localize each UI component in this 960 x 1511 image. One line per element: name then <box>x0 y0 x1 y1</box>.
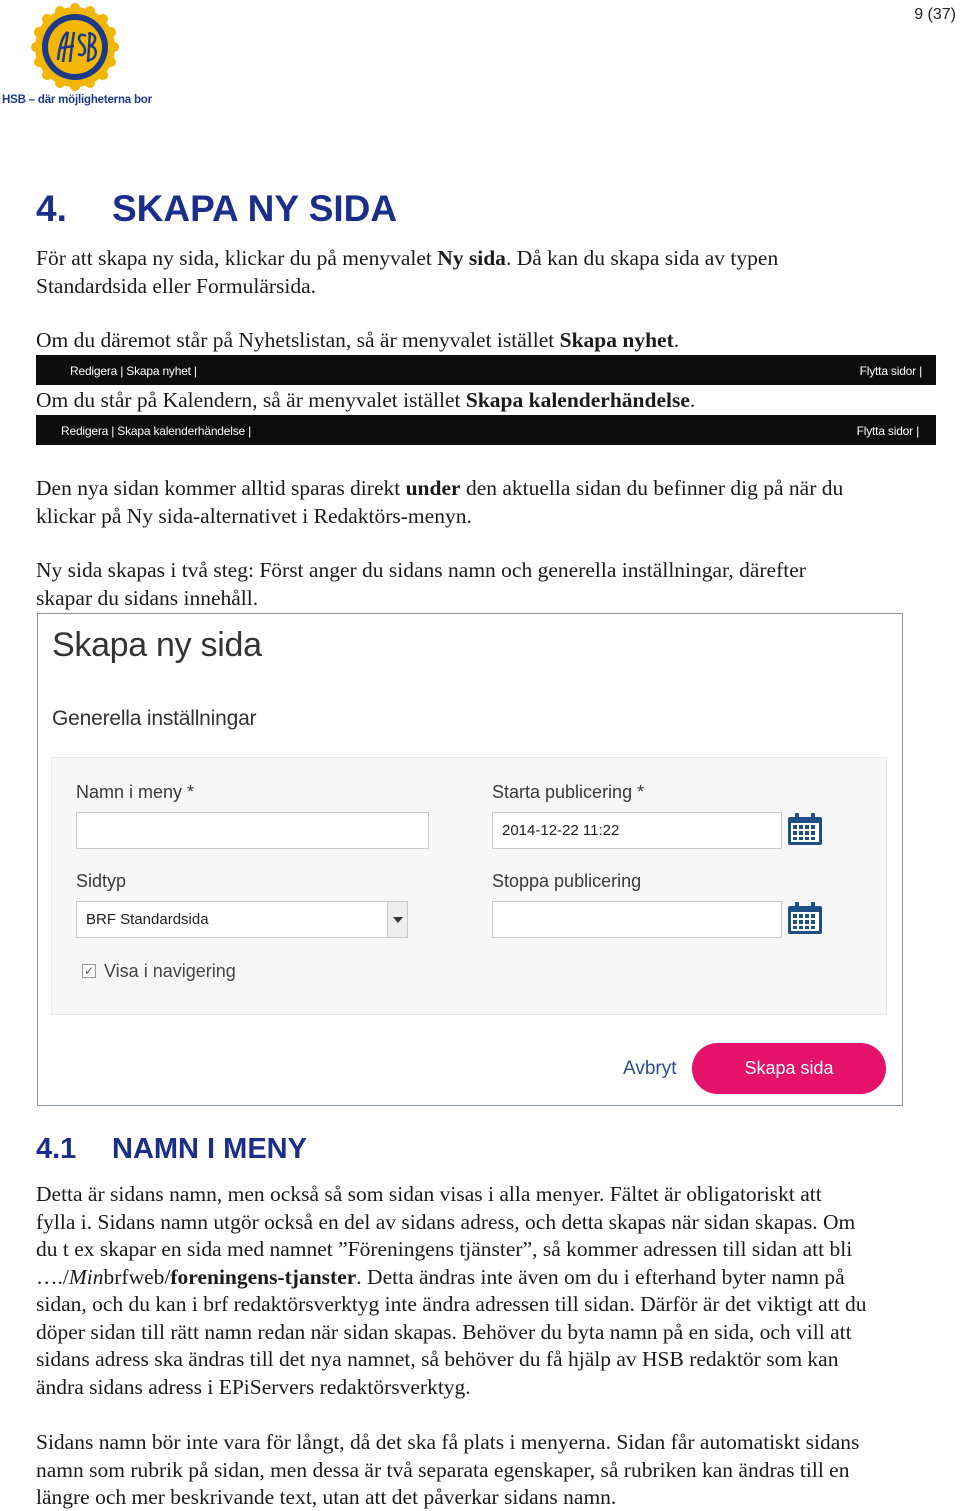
move-pages-menu-item[interactable]: Flytta sidor | <box>859 364 922 378</box>
name-label: Namn i meny * <box>76 782 195 802</box>
text: sidans adress ska ändras till det nya namnet, så behöver du få hjälp av HSB redaktör som kan <box>36 1347 839 1371</box>
text: brfweb/ <box>103 1264 171 1289</box>
text: fylla i. Sidans namn utgör också en del av sidans adress, och detta skapas när sidan skapas. Om <box>36 1209 856 1234</box>
bold-text: foreningens-tjanster <box>170 1264 357 1289</box>
hsb-logo <box>0 2 160 112</box>
show-in-navigation-label: Visa i navigering <box>104 961 236 981</box>
hsb-seal-icon <box>30 2 120 92</box>
page-type-label: Sidtyp <box>76 871 127 891</box>
text: Den nya sidan kommer alltid sparas direkt <box>36 476 406 500</box>
text: sidan, och du kan i brf redaktörsverktyg inte ändra adressen till sidan. Därför är det viktigt att du <box>36 1292 867 1316</box>
text: Om du däremot står på Nyhetslistan, så är menyvalet istället <box>36 328 560 352</box>
dialog-subtitle: Generella inställningar <box>52 707 257 730</box>
section-title: SKAPA NY SIDA <box>112 188 398 229</box>
text: . <box>673 328 680 352</box>
text: längre och mer beskrivande text, utan att det påverkar sidans namn. <box>36 1485 617 1509</box>
paragraph <box>36 1181 867 1401</box>
text: Standardsida eller Formulärsida. <box>36 273 317 298</box>
bold-text: Skapa kalenderhändelse <box>465 388 690 412</box>
text: klickar på Ny sida-alternativet i Redaktörs-menyn. <box>36 503 472 528</box>
page-number: 9 (37) <box>914 6 956 23</box>
text: För att skapa ny sida, klickar du på menyvalet <box>36 246 438 270</box>
text: …./ <box>36 1264 69 1289</box>
stop-publish-label: Stoppa publicering <box>492 871 642 891</box>
menu-items[interactable]: Redigera | Skapa kalenderhändelse | <box>61 424 252 438</box>
bold-text: Ny sida <box>437 246 506 270</box>
paragraph <box>36 327 679 355</box>
page-type-value: BRF Standardsida <box>86 911 209 928</box>
name-field[interactable] <box>76 812 429 849</box>
editor-menu-bar-calendar <box>36 415 936 445</box>
start-publish-field[interactable]: 2014-12-22 11:22 <box>492 812 782 849</box>
move-pages-menu-item[interactable]: Flytta sidor | <box>856 424 919 438</box>
show-in-navigation-checkbox[interactable]: ✓ <box>83 964 95 978</box>
text: Detta är sidans namn, men också så som sidan visas i alla menyer. Fältet är obligatoriskt att <box>36 1182 822 1206</box>
chevron-down-icon[interactable] <box>387 902 407 937</box>
subsection-number: 4.1 <box>36 1133 77 1165</box>
settings-panel <box>51 757 887 1015</box>
subsection-title: NAMN I MENY <box>112 1133 307 1165</box>
create-page-dialog-screenshot <box>37 613 903 1106</box>
dialog-title: Skapa ny sida <box>52 626 262 664</box>
bold-text: under <box>405 476 461 500</box>
text: . Detta ändras inte även om du i efterhand byter namn på <box>356 1264 845 1289</box>
logo-tagline: HSB – där möjligheterna bor <box>2 94 152 106</box>
text: döper sidan till rätt namn redan när sidan skapas. Behöver du byta namn på en sida, och vill att <box>36 1319 852 1344</box>
text: Sidans namn bör inte vara för långt, då det ska få plats i menyerna. Sidan får automatiskt sidans <box>36 1430 860 1454</box>
text: . <box>689 388 696 412</box>
page-type-select[interactable] <box>76 901 408 938</box>
text: skapar du sidans innehåll. <box>36 585 259 610</box>
text: Ny sida skapas i två steg: Först anger du sidans namn och generella inställningar, därefter <box>36 558 806 582</box>
section-heading <box>36 188 397 230</box>
calendar-icon[interactable] <box>787 901 823 935</box>
stop-publish-field[interactable] <box>492 901 782 938</box>
text: du t ex skapar en sida med namnet ”Föreningens tjänster”, så kommer adressen till sidan att bli <box>36 1237 853 1261</box>
start-publish-label: Starta publicering * <box>492 782 645 802</box>
create-page-button[interactable]: Skapa sida <box>692 1043 886 1094</box>
section-number: 4. <box>36 188 67 229</box>
cancel-button[interactable]: Avbryt <box>623 1058 677 1079</box>
editor-menu-bar-news <box>36 355 936 385</box>
paragraph <box>36 475 843 530</box>
calendar-icon[interactable] <box>787 812 823 846</box>
paragraph <box>36 245 778 300</box>
paragraph <box>36 387 695 415</box>
text: namn som rubrik på sidan, men dessa är två separata egenskaper, så rubriken kan ändras till en <box>36 1457 850 1482</box>
subsection-heading <box>36 1133 307 1166</box>
paragraph <box>36 557 806 612</box>
paragraph <box>36 1429 859 1511</box>
text: den aktuella sidan du befinner dig på när du <box>460 476 844 500</box>
italic-text: Min <box>68 1264 104 1289</box>
text: Om du står på Kalendern, så är menyvalet istället <box>36 388 466 412</box>
bold-text: Skapa nyhet <box>559 328 674 352</box>
menu-items[interactable]: Redigera | Skapa nyhet | <box>70 364 197 378</box>
text: . Då kan du skapa sida av typen <box>505 246 779 270</box>
text: ändra sidans adress i EPiServers redaktörsverktyg. <box>36 1374 471 1399</box>
